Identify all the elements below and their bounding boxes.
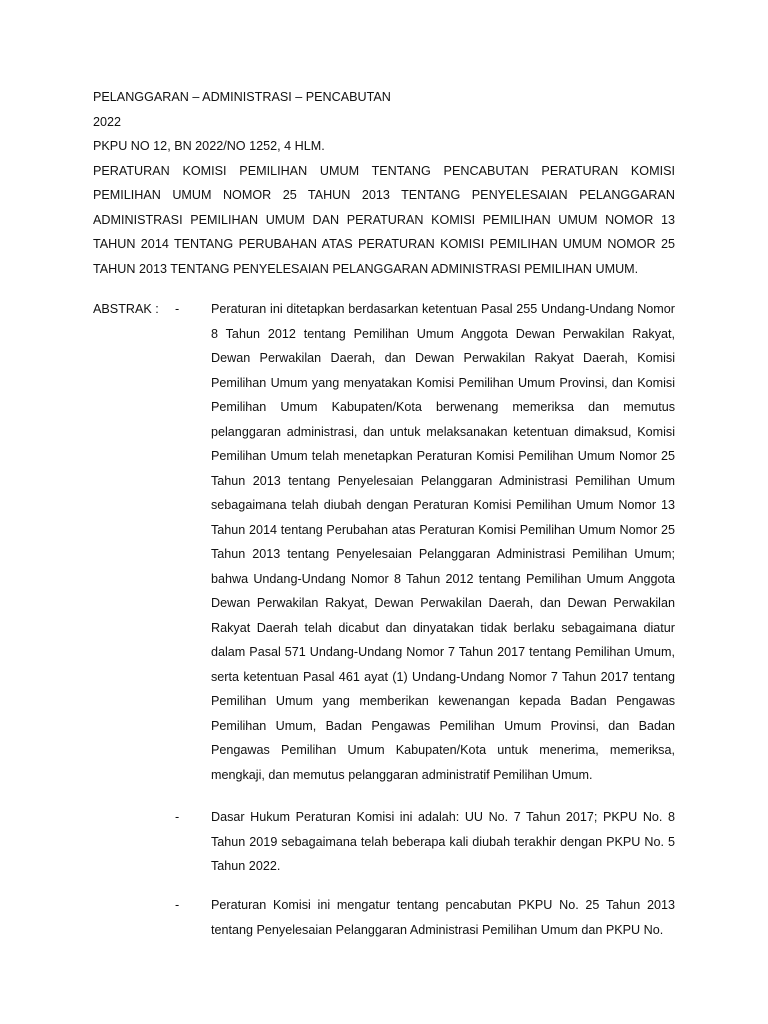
bullet-dash: - [175,898,180,912]
year-line: 2022 [93,114,122,129]
abstract-label: ABSTRAK : [93,302,159,316]
document-header [93,85,675,281]
abstract-item-text: Peraturan ini ditetapkan berdasarkan ketentuan Pasal 255 Undang-Undang Nomor 8 Tahun 2012 tentang Pemilihan Umum Anggota Dewan Perwakilan Rakyat, Dewan Perwakilan Daerah, dan Dewan Perwakilan Rakyat Daerah, Komisi Pemilihan Umum yang menyatakan Komisi Pemilihan Umum Provinsi, dan Komisi Pemilihan Umum Kabupaten/Kota berwenang memeriksa dan memutus pelanggaran administrasi, dan untuk melaksanakan ketentuan dimaksud, Komisi Pemilihan Umum telah menetapkan Peraturan Komisi Pemilihan Umum Nomor 25 Tahun 2013 tentang Penyelesaian Pelanggaran Administrasi Pemilihan Umum sebagaimana telah diubah dengan Peraturan Komisi Pemilihan Umum Nomor 13 Tahun 2014 tentang Perubahan atas Peraturan Komisi Pemilihan Umum Nomor 25 Tahun 2013 tentang Penyelesaian Pelanggaran Administrasi Pemilihan Umum; bahwa Undang-Undang Nomor 8 Tahun 2012 tentang Pemilihan Umum Anggota Dewan Perwakilan Rakyat, Dewan Perwakilan Daerah, dan Dewan Perwakilan Rakyat Daerah telah dicabut dan dinyatakan tidak berlaku sebagaimana diatur dalam Pasal 571 Undang-Undang Nomor 7 Tahun 2017 tentang Pemilihan Umum, serta ketentuan Pasal 461 ayat (1) Undang-Undang Nomor 7 Tahun 2017 tentang Pemilihan Umum yang memberikan kewenangan kepada Badan Pengawas Pemilihan Umum, Badan Pengawas Pemilihan Umum Provinsi, dan Badan Pengawas Pemilihan Umum Kabupaten/Kota untuk menerima, memeriksa, mengkaji, dan memutus pelanggaran administratif Pemilihan Umum. [211,302,675,782]
abstract-item-text: Peraturan Komisi ini mengatur tentang pencabutan PKPU No. 25 Tahun 2013 tentang Penyelesaian Pelanggaran Administrasi Pemilihan Umum dan PKPU No. [211,898,675,937]
bullet-dash: - [175,810,180,824]
bullet-dash: - [175,302,180,316]
regulation-title: PERATURAN KOMISI PEMILIHAN UMUM TENTANG PENCABUTAN PERATURAN KOMISI PEMILIHAN UMUM NOMOR 25 TAHUN 2013 TENTANG PENYELESAIAN PELANGGARAN ADMINISTRASI PEMILIHAN UMUM DAN PERATURAN KOMISI PEMILIHAN UMUM NOMOR 13 TAHUN 2014 TENTANG PERUBAHAN ATAS PERATURAN KOMISI PEMILIHAN UMUM NOMOR 25 TAHUN 2013 TENTANG PENYELESAIAN PELANGGARAN ADMINISTRASI PEMILIHAN UMUM. [93,163,675,276]
reference-line: PKPU NO 12, BN 2022/NO 1252, 4 HLM. [93,139,325,153]
category-line: PELANGGARAN – ADMINISTRASI – PENCABUTAN [93,90,391,104]
abstract-item-text: Dasar Hukum Peraturan Komisi ini adalah: UU No. 7 Tahun 2017; PKPU No. 8 Tahun 2019 sebagaimana telah beberapa kali diubah terakhir dengan PKPU No. 5 Tahun 2022. [211,810,675,873]
